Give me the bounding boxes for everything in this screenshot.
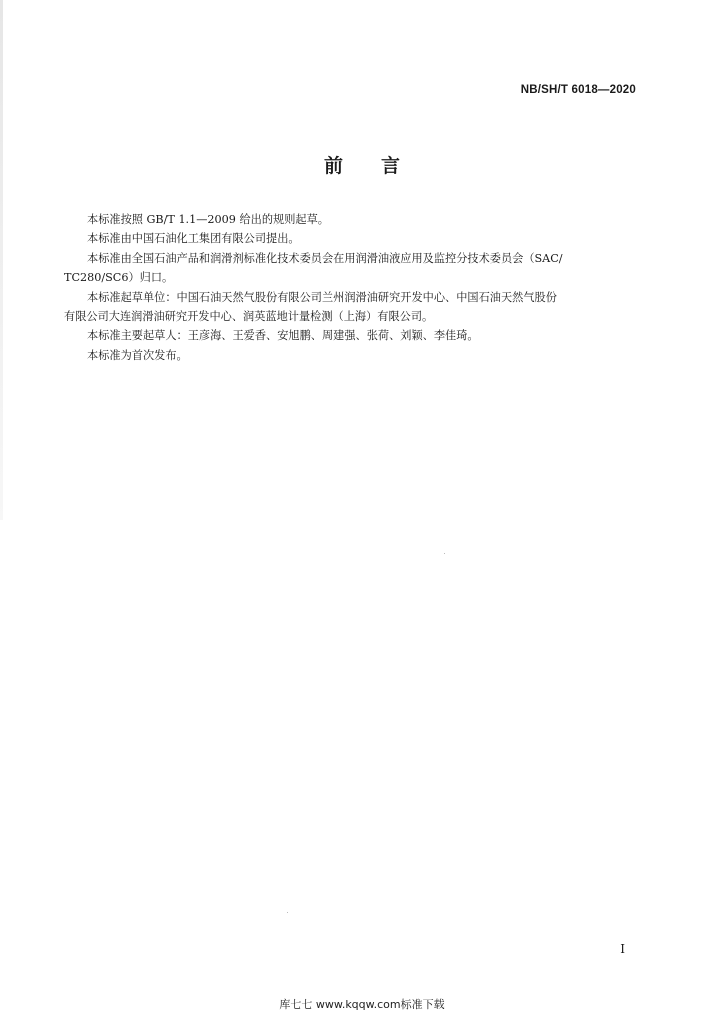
standard-code: NB/SH/T 6018—2020 <box>520 84 636 96</box>
scan-speck <box>287 912 288 913</box>
paragraph-technical-committee: 本标准由全国石油产品和润滑剂标准化技术委员会在用润滑油液应用及监控分技术委员会（SAC/ <box>87 251 563 265</box>
page-title <box>0 151 724 178</box>
paragraph-technical-committee-continued: TC280/SC6）归口。 <box>64 271 174 285</box>
scan-edge-shadow <box>0 0 3 520</box>
title-char-2: 言 <box>381 155 401 177</box>
title-char-1: 前 <box>323 155 343 177</box>
paragraph-drafting-rules: 本标准按照 GB/T 1.1—2009 给出的规则起草。 <box>87 213 329 226</box>
paragraph-proposer: 本标准由中国石油化工集团有限公司提出。 <box>87 232 300 246</box>
page-number: I <box>620 942 625 956</box>
scan-speck <box>444 553 445 554</box>
paragraph-drafting-units: 本标准起草单位：中国石油天然气股份有限公司兰州润滑油研究开发中心、中国石油天然气股份 <box>87 290 557 304</box>
paragraph-drafting-units-continued: 有限公司大连润滑油研究开发中心、润英蓝地计量检测（上海）有限公司。 <box>64 310 434 324</box>
foreword-body <box>64 210 635 365</box>
footer-watermark: 库七七 www.kqqw.com标准下载 <box>279 998 445 1011</box>
paragraph-main-drafters: 本标准主要起草人：王彦海、王爱香、安旭鹏、周建强、张荷、刘颖、李佳琦。 <box>87 329 479 343</box>
paragraph-first-release: 本标准为首次发布。 <box>87 348 188 362</box>
